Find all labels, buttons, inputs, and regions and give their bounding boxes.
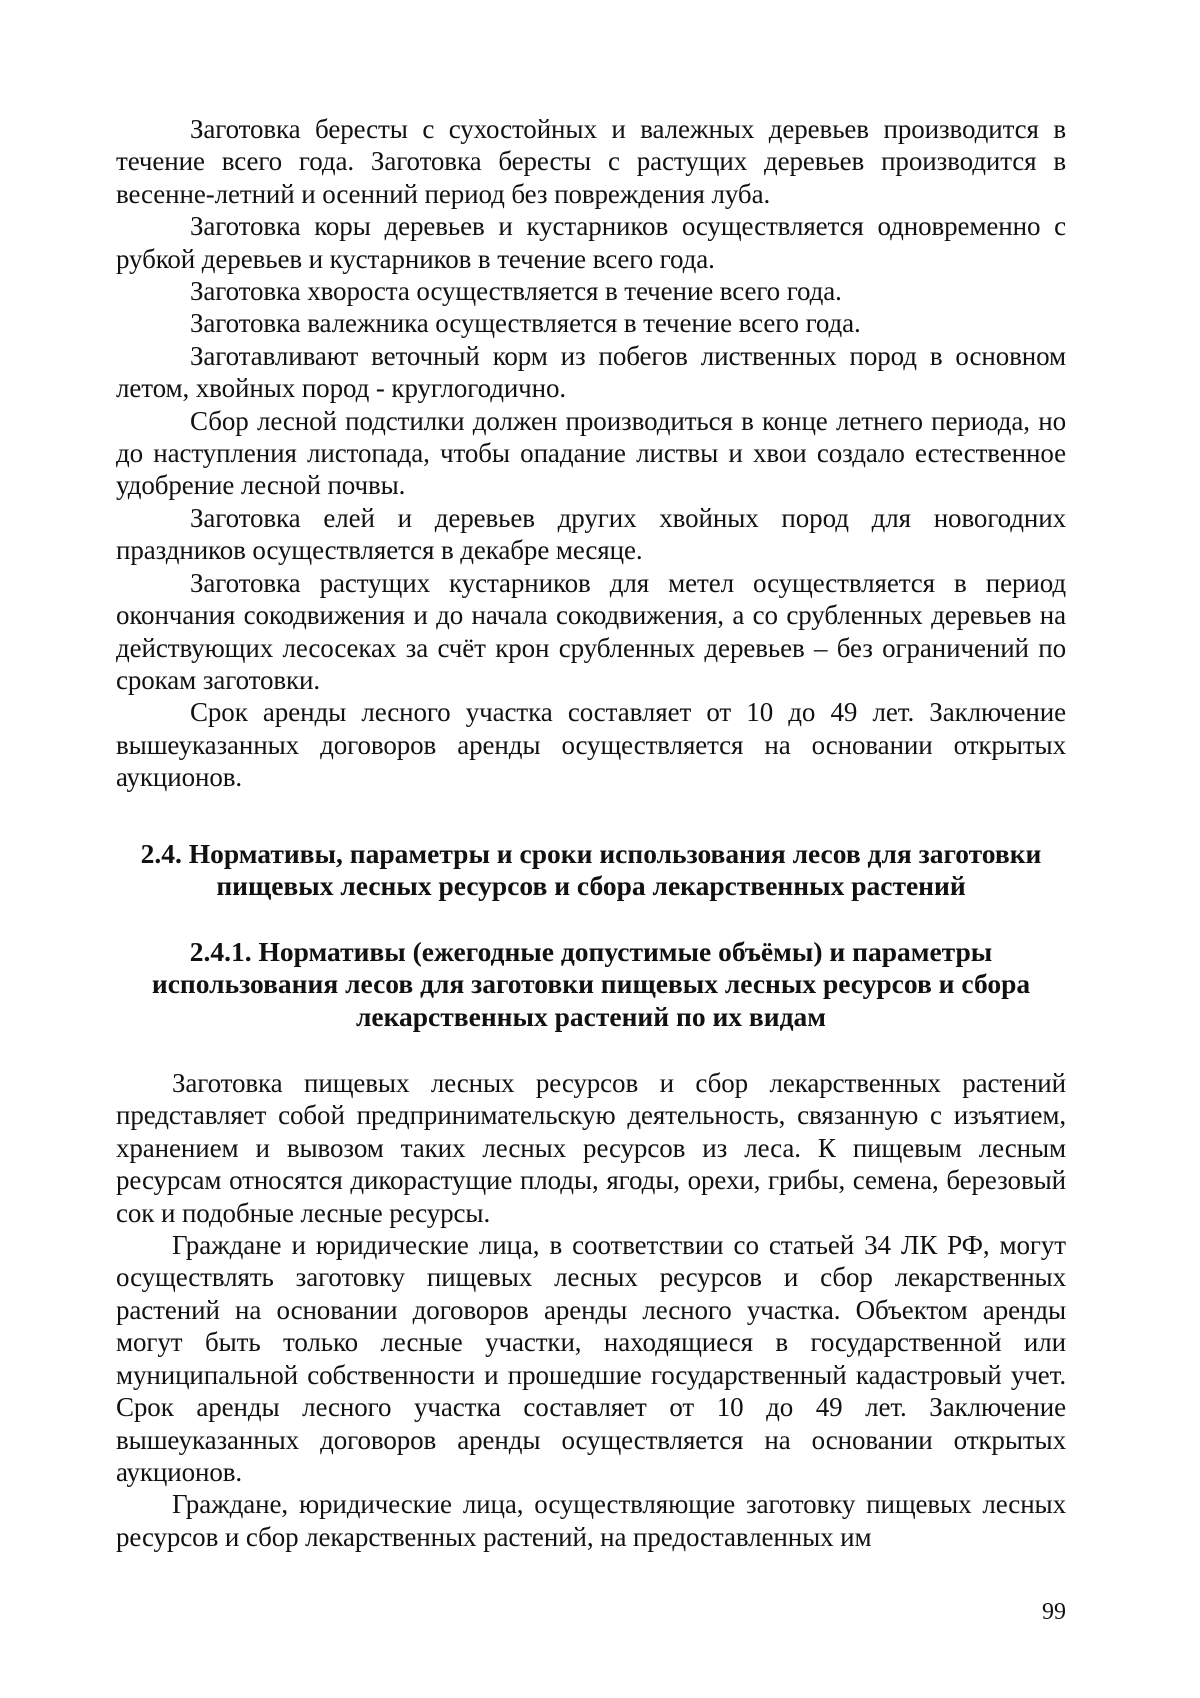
intro-paragraphs <box>116 113 1066 794</box>
paragraph-brushwood: Заготовка хвороста осуществляется в течение всего года. <box>190 276 842 307</box>
paragraph-food-resources: Заготовка пищевых лесных ресурсов и сбор лекарственных растений представляет собой предпринимательскую деятельность, связанную с изъятием, хранением и вывозом таких лесных ресурсов из леса. К пищевым лесным ресурсам относятся дикорастущие плоды, ягоды, орехи, грибы, семена, березовый сок и подобные лесные ресурсы. <box>116 1068 1066 1228</box>
paragraph-deadwood: Заготовка валежника осуществляется в течение всего года. <box>190 308 861 339</box>
page-number: 99 <box>1042 1599 1066 1625</box>
paragraph-citizens-rights: Граждане и юридические лица, в соответствии со статьей 34 ЛК РФ, могут осуществлять заготовку пищевых лесных ресурсов и сбор лекарственных растений на основании договоров аренды лесного участка. Объектом аренды могут быть только лесные участки, находящиеся в государственной или муниципальной собственности и прошедшие государственный кадастровый учет. Срок аренды лесного участка составляет от 10 до 49 лет. Заключение вышеуказанных договоров аренды осуществляется на основании открытых аукционов. <box>116 1230 1066 1487</box>
paragraph-citizens-obligations: Граждане, юридические лица, осуществляющие заготовку пищевых лесных ресурсов и сбор лекарственных растений, на предоставленных им <box>116 1489 1066 1552</box>
section-paragraphs <box>116 1067 1066 1553</box>
paragraph-branch-fodder: Заготавливают веточный корм из побегов лиственных пород в основном летом, хвойных пород - круглогодично. <box>116 340 1066 404</box>
paragraph-bark: Заготовка коры деревьев и кустарников осуществляется одновременно с рубкой деревьев и кустарников в течение всего года. <box>116 211 1066 274</box>
paragraph-forest-litter: Сбор лесной подстилки должен производиться в конце летнего периода, но до наступления листопада, чтобы опадание листвы и хвои создало естественное удобрение лесной почвы. <box>116 405 1066 501</box>
section-heading: 2.4. Нормативы, параметры и сроки использования лесов для заготовки пищевых лесных ресурсов и сбора лекарственных растений <box>140 837 1042 902</box>
paragraph-lease-term: Срок аренды лесного участка составляет от 10 до 49 лет. Заключение вышеуказанных договоров аренды осуществляется на основании открытых аукционов. <box>116 697 1066 793</box>
paragraph-broom-shrubs: Заготовка растущих кустарников для метел осуществляется в период окончания сокодвижения и до начала сокодвижения, а со срубленных деревьев на действующих лесосеках за счёт крон срубленных деревьев – без ограничений по срокам заготовки. <box>116 567 1066 695</box>
paragraph-birch-bark: Заготовка бересты с сухостойных и валежных деревьев производится в течение всего года. Заготовка бересты с растущих деревьев производится в весенне-летний и осенний период без повреждения луба. <box>116 114 1066 209</box>
document-page <box>116 113 1066 1553</box>
paragraph-christmas-trees: Заготовка елей и деревьев других хвойных пород для новогодних праздников осуществляется в декабре месяце. <box>116 502 1066 566</box>
subsection-heading: 2.4.1. Нормативы (ежегодные допустимые объёмы) и параметры использования лесов для заготовки пищевых лесных ресурсов и сбора лекарственных растений по их видам <box>151 935 1031 1032</box>
